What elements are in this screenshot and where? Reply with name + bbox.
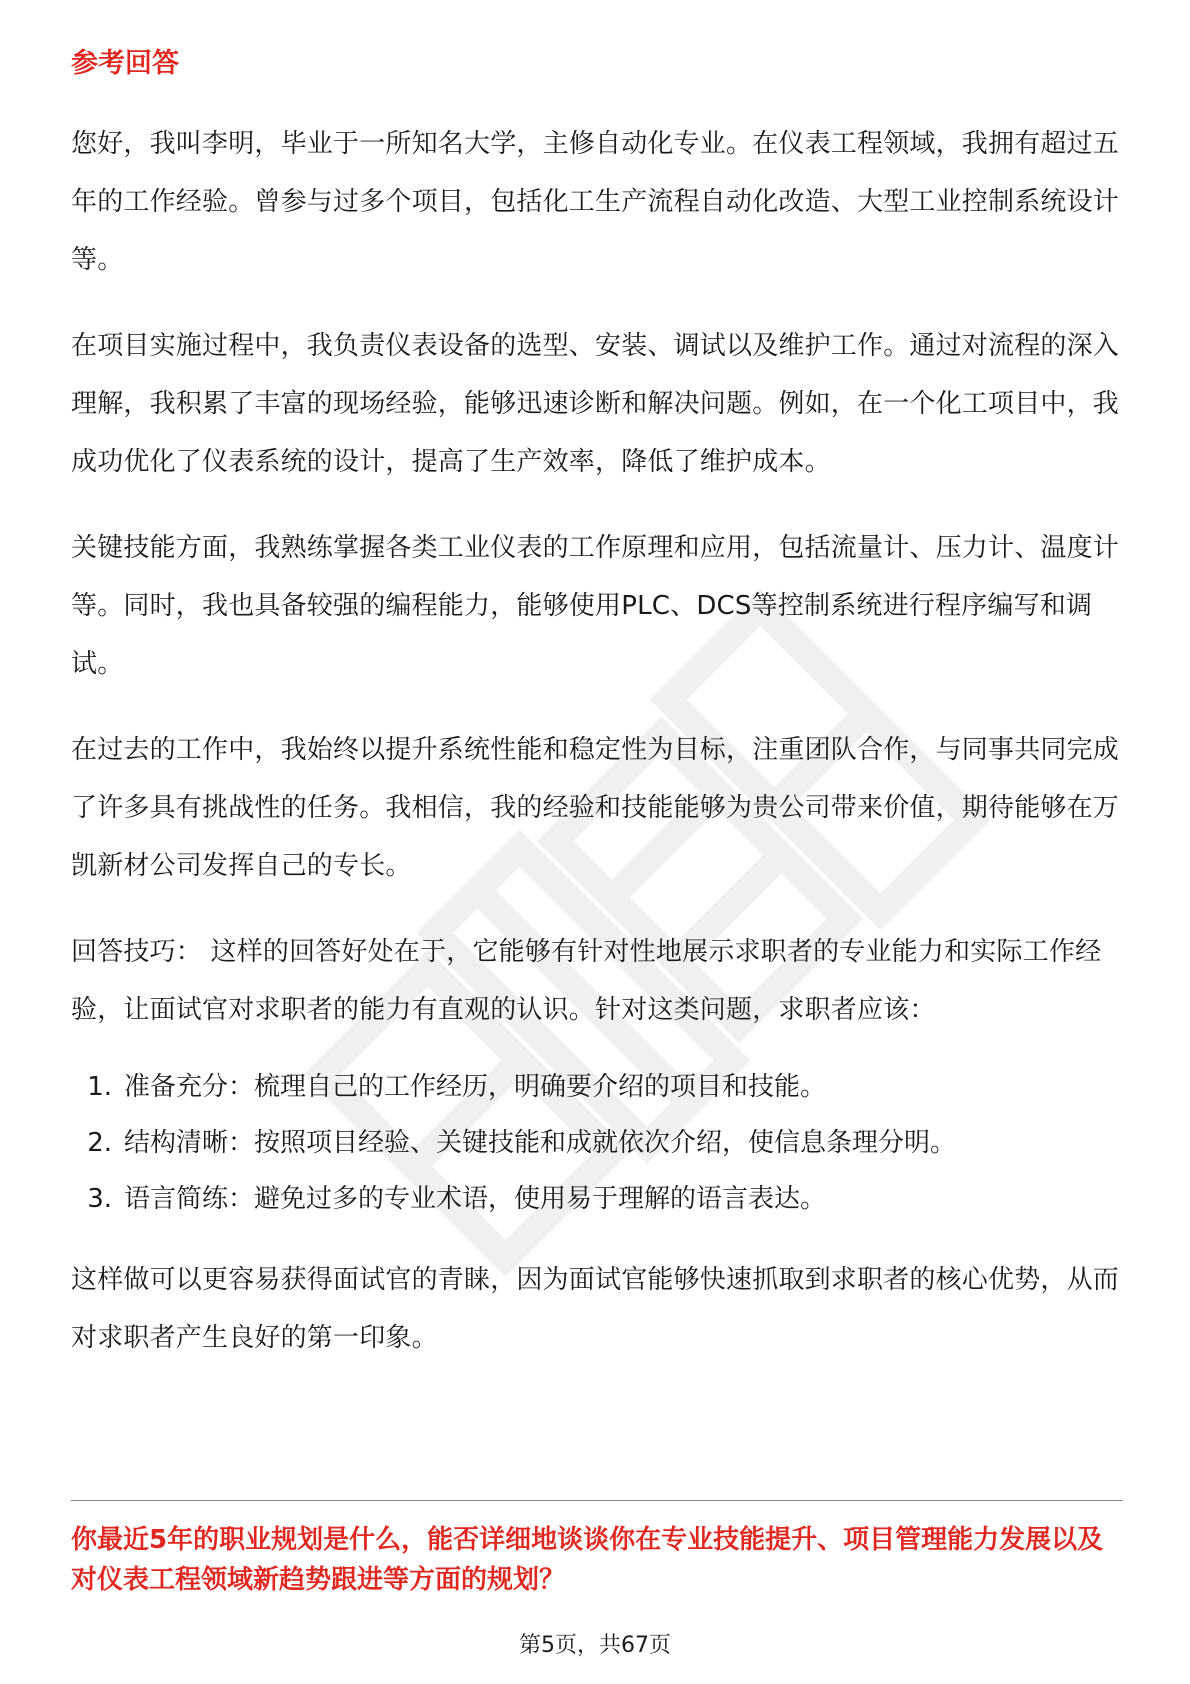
list-item-text: 准备充分：梳理自己的工作经历，明确要介绍的项目和技能。 bbox=[124, 1072, 827, 1102]
list-item-text: 结构清晰：按照项目经验、关键技能和成就依次介绍，使信息条理分明。 bbox=[124, 1128, 957, 1158]
list-item bbox=[71, 1171, 1121, 1227]
answer-paragraph-4: 在过去的工作中，我始终以提升系统性能和稳定性为目标，注重团队合作，与同事共同完成了许多具有挑战性的任务。我相信，我的经验和技能能够为贵公司带来价值，期待能够在万凯新材公司发挥自己的专长。 bbox=[71, 735, 1120, 881]
list-item-number: 3. bbox=[87, 1184, 112, 1214]
tips-intro: 回答技巧： 这样的回答好处在于，它能够有针对性地展示求职者的专业能力和实际工作经验，让面试官对求职者的能力有直观的认识。针对这类问题，求职者应该： bbox=[71, 937, 1102, 1025]
answer-paragraph-3: 关键技能方面，我熟练掌握各类工业仪表的工作原理和应用，包括流量计、压力计、温度计等。同时，我也具备较强的编程能力，能够使用PLC、DCS等控制系统进行程序编写和调试。 bbox=[71, 533, 1120, 679]
answer-paragraph-2: 在项目实施过程中，我负责仪表设备的选型、安装、调试以及维护工作。通过对流程的深入理解，我积累了丰富的现场经验，能够迅速诊断和解决问题。例如，在一个化工项目中，我成功优化了仪表系统的设计，提高了生产效率，降低了维护成本。 bbox=[71, 331, 1120, 477]
conclusion-paragraph: 这样做可以更容易获得面试官的青睐，因为面试官能够快速抓取到求职者的核心优势，从而对求职者产生良好的第一印象。 bbox=[71, 1265, 1120, 1353]
list-item-text: 语言简练：避免过多的专业术语，使用易于理解的语言表达。 bbox=[124, 1184, 827, 1214]
section-heading: 参考回答 bbox=[71, 48, 179, 79]
answer-paragraph-1: 您好，我叫李明，毕业于一所知名大学，主修自动化专业。在仪表工程领域，我拥有超过五年的工作经验。曾参与过多个项目，包括化工生产流程自动化改造、大型工业控制系统设计等。 bbox=[71, 129, 1120, 275]
list-item-number: 2. bbox=[87, 1128, 112, 1158]
section-divider bbox=[71, 1500, 1123, 1501]
main-content bbox=[71, 44, 1121, 1395]
page-footer: 第5页，共67页 bbox=[519, 1633, 671, 1658]
list-item-number: 1. bbox=[87, 1072, 112, 1102]
tips-list bbox=[71, 1059, 1121, 1227]
next-question: 你最近5年的职业规划是什么，能否详细地谈谈你在专业技能提升、项目管理能力发展以及对仪表工程领域新趋势跟进等方面的规划？ bbox=[71, 1525, 1104, 1595]
list-item bbox=[71, 1115, 1121, 1171]
list-item bbox=[71, 1059, 1121, 1115]
